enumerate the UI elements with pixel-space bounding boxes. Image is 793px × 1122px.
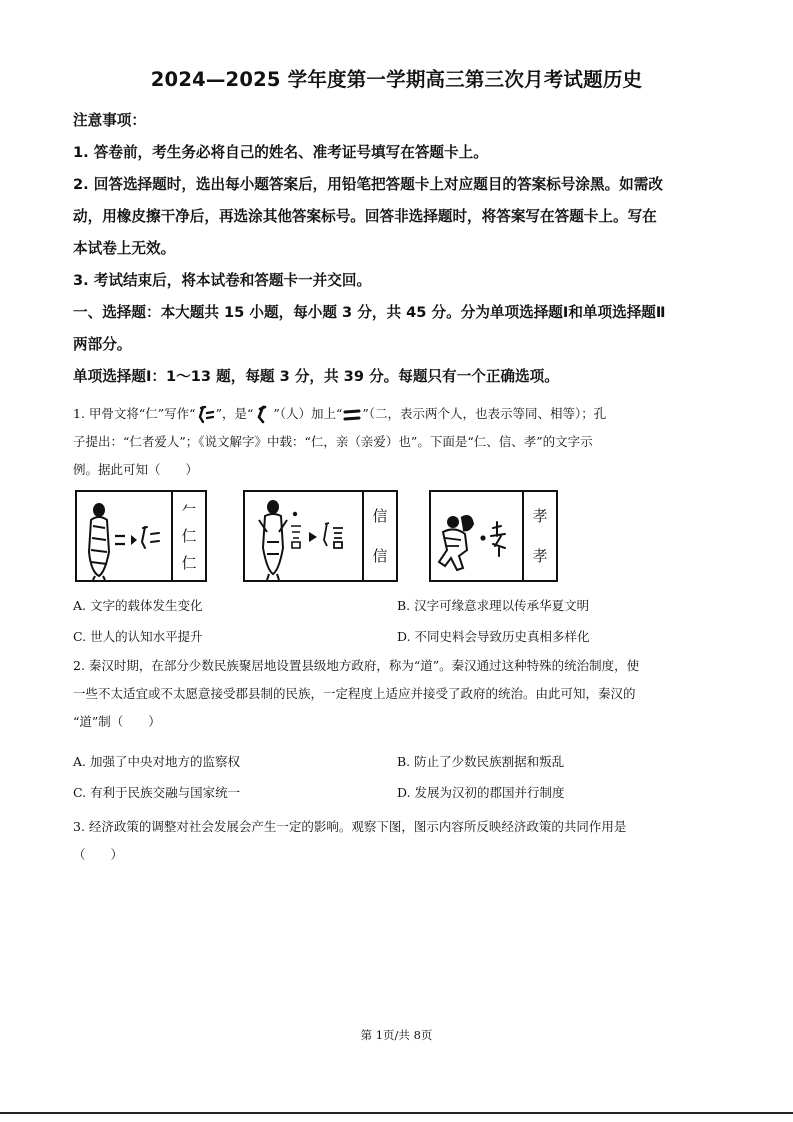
xin-illustration-icon xyxy=(245,492,363,580)
question-1-line-3: 例。据此可知（ ） xyxy=(73,462,199,477)
xiao-script-column xyxy=(522,492,556,580)
question-2 xyxy=(73,652,723,736)
xin-script-column xyxy=(362,492,396,580)
section-heading-1a: 一、选择题：本大题共 15 小题，每小题 3 分，共 45 分。分为单项选择题Ⅰ和单项选择题Ⅱ xyxy=(73,304,666,321)
question-2-option-c[interactable]: C. 有利于民族交融与国家统一 xyxy=(73,785,241,800)
question-1-line-1: 1. 甲骨文将“仁”写作“ ”，是“ ”（人）加上“ ”（二，表示两个人，也表示等同、相等）；孔 xyxy=(73,400,723,428)
question-3 xyxy=(73,813,723,869)
page-title: 2024—2025 学年度第一学期高三第三次月考试题历史 xyxy=(150,68,643,91)
question-1-option-c[interactable]: C. 世人的认知水平提升 xyxy=(73,629,203,644)
xiao-script-char-1: 孝 xyxy=(532,507,548,525)
bottom-divider xyxy=(0,1112,793,1114)
question-2-option-a[interactable]: A. 加强了中央对地方的监察权 xyxy=(73,754,240,769)
notice-line-2b: 动，用橡皮擦干净后，再选涂其他答案标号。回答非选择题时，将答案写在答题卡上。写在 xyxy=(73,208,657,225)
notice-line-2c: 本试卷上无效。 xyxy=(73,240,176,257)
question-1-option-a[interactable]: A. 文字的载体发生变化 xyxy=(73,598,203,613)
ren-script-column xyxy=(171,492,205,580)
question-2-options xyxy=(73,752,723,802)
oracle-two-glyph-icon xyxy=(342,405,362,425)
notice-heading: 注意事项： xyxy=(73,112,146,129)
xin-script-char-2: 信 xyxy=(372,547,388,565)
question-2-line-2: 一些不太适宜或不太愿意接受郡县制的民族，一定程度上适应并接受了政府的统治。由此可知，秦汉的 xyxy=(73,686,636,701)
figure-ren xyxy=(75,490,207,582)
notice-line-3: 3. 考试结束后，将本试卷和答题卡一并交回。 xyxy=(73,272,372,289)
question-2-line-1: 2. 秦汉时期，在部分少数民族聚居地设置县级地方政府，称为“道”。秦汉通过这种特殊的统治制度，使 xyxy=(73,658,640,673)
question-1-line-2: 子提出：“仁者爱人”；《说文解字》中载：“仁，亲（亲爱）也”。下面是“仁、信、孝”的文字示 xyxy=(73,434,593,449)
xin-script-char-1: 信 xyxy=(372,507,388,525)
question-1-option-b[interactable]: B. 汉字可缘意求理以传承华夏文明 xyxy=(397,598,590,613)
notice-line-1: 1. 答卷前，考生务必将自己的姓名、准考证号填写在答题卡上。 xyxy=(73,144,488,161)
question-2-line-3: “道”制（ ） xyxy=(73,714,161,729)
ren-script-char-3: 仁 xyxy=(181,553,197,572)
notice-line-2a: 2. 回答选择题时，选出每小题答案后，用铅笔把答题卡上对应题目的答案标号涂黑。如需改 xyxy=(73,176,663,193)
question-3-line-1: 3. 经济政策的调整对社会发展会产生一定的影响。观察下图，图示内容所反映经济政策的共同作用是 xyxy=(73,819,627,834)
oracle-person-glyph-icon xyxy=(253,405,273,425)
question-1-option-d[interactable]: D. 不同史料会导致历史真相多样化 xyxy=(397,629,590,644)
figure-xiao xyxy=(429,490,558,582)
ren-script-char-1: 𠂉 xyxy=(181,500,197,519)
question-2-option-b[interactable]: B. 防止了少数民族割据和叛乱 xyxy=(397,754,565,769)
figure-xin xyxy=(243,490,398,582)
notice-block xyxy=(73,105,733,393)
section-heading-1c: 单项选择题Ⅰ：1～13 题，每题 3 分，共 39 分。每题只有一个正确选项。 xyxy=(73,368,559,385)
ren-script-char-2: 仁 xyxy=(181,526,197,545)
question-1 xyxy=(73,400,723,484)
oracle-ren-glyph-icon xyxy=(196,405,216,425)
xiao-script-char-2: 孝 xyxy=(532,547,548,565)
page-footer: 第 1页/共 8页 xyxy=(360,1028,433,1042)
ren-illustration-icon xyxy=(77,492,171,580)
question-1-options xyxy=(73,596,723,646)
section-heading-1b: 两部分。 xyxy=(73,336,132,353)
question-2-option-d[interactable]: D. 发展为汉初的郡国并行制度 xyxy=(397,785,565,800)
xiao-illustration-icon xyxy=(431,492,523,580)
question-3-line-2: （ ） xyxy=(73,847,124,862)
